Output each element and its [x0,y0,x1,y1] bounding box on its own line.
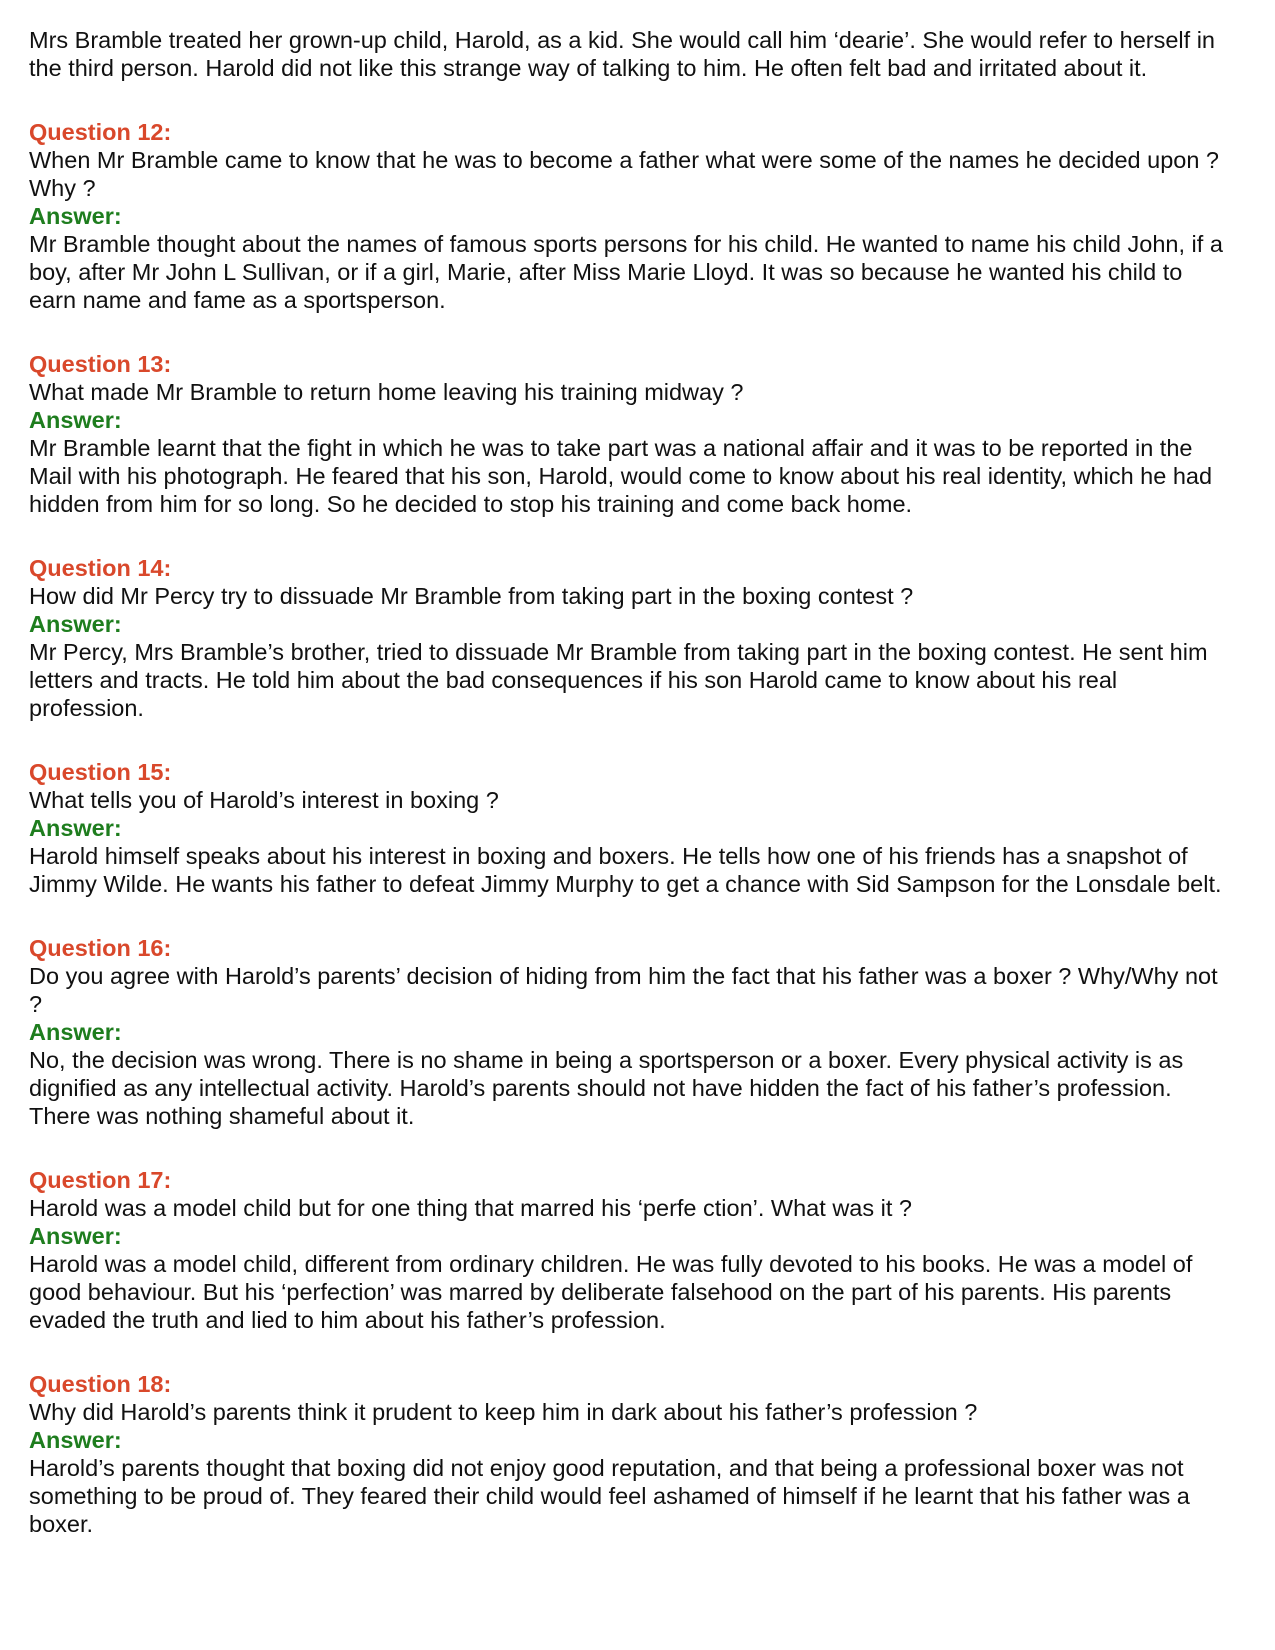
qa-block-15 [29,758,1229,898]
question-heading: Question 17: [29,1167,172,1193]
question-text: Do you agree with Harold’s parents’ decision of hiding from him the fact that his father was a boxer ? Why/Why not ? [29,963,1218,1017]
answer-text: Harold himself speaks about his interest in boxing and boxers. He tells how one of his friends has a snapshot of Jimmy Wilde. He wants his father to defeat Jimmy Murphy to get a chance with Sid Sampson for the Lonsdale belt. [29,843,1222,897]
question-heading: Question 18: [29,1371,172,1397]
question-heading: Question 14: [29,555,172,581]
intro-paragraph: Mrs Bramble treated her grown-up child, Harold, as a kid. She would call him ‘dearie’. She would refer to herself in the third person. Harold did not like this strange way of talking to him. He often felt bad and irritated about it. [29,27,1216,81]
answer-heading: Answer: [29,203,122,229]
document-page [29,26,1229,1538]
answer-text: Mr Bramble learnt that the fight in which he was to take part was a national affair and it was to be reported in the Mail with his photograph. He feared that his son, Harold, would come to know about his real identity, which he had hidden from him for so long. So he decided to stop his training and come back home. [29,435,1213,517]
question-heading: Question 12: [29,119,172,145]
question-text: What made Mr Bramble to return home leaving his training midway ? [29,379,744,405]
question-heading: Question 13: [29,351,172,377]
answer-heading: Answer: [29,815,122,841]
qa-block-12 [29,118,1229,314]
answer-text: No, the decision was wrong. There is no shame in being a sportsperson or a boxer. Every physical activity is as dignified as any intellectual activity. Harold’s parents should not have hidden the fact of his father’s profession. There was nothing shameful about it. [29,1047,1184,1129]
qa-block-13 [29,350,1229,518]
qa-block-14 [29,554,1229,722]
answer-heading: Answer: [29,1427,122,1453]
qa-block-17 [29,1166,1229,1334]
answer-text: Mr Bramble thought about the names of famous sports persons for his child. He wanted to name his child John, if a boy, after Mr John L Sullivan, or if a girl, Marie, after Miss Marie Lloyd. It was so because he wanted his child to earn name and fame as a sportsperson. [29,231,1223,313]
question-text: When Mr Bramble came to know that he was to become a father what were some of the names he decided upon ? Why ? [29,147,1219,201]
question-text: What tells you of Harold’s interest in boxing ? [29,787,499,813]
answer-heading: Answer: [29,611,122,637]
answer-text: Harold was a model child, different from ordinary children. He was fully devoted to his books. He was a model of good behaviour. But his ‘perfection’ was marred by deliberate falsehood on the part of his parents. His parents evaded the truth and lied to him about his father’s profession. [29,1251,1193,1333]
qa-block-18 [29,1370,1229,1538]
answer-text: Harold’s parents thought that boxing did not enjoy good reputation, and that being a professional boxer was not something to be proud of. They feared their child would feel ashamed of himself if he learnt that his father was a boxer. [29,1455,1190,1537]
question-text: Harold was a model child but for one thing that marred his ‘perfe ction’. What was it ? [29,1195,912,1221]
answer-heading: Answer: [29,1019,122,1045]
question-heading: Question 16: [29,935,172,961]
qa-block-16 [29,934,1229,1130]
question-heading: Question 15: [29,759,172,785]
question-text: Why did Harold’s parents think it prudent to keep him in dark about his father’s profession ? [29,1399,978,1425]
answer-text: Mr Percy, Mrs Bramble’s brother, tried to dissuade Mr Bramble from taking part in the boxing contest. He sent him letters and tracts. He told him about the bad consequences if his son Harold came to know about his real profession. [29,639,1208,721]
answer-heading: Answer: [29,407,122,433]
question-text: How did Mr Percy try to dissuade Mr Bramble from taking part in the boxing contest ? [29,583,914,609]
answer-heading: Answer: [29,1223,122,1249]
